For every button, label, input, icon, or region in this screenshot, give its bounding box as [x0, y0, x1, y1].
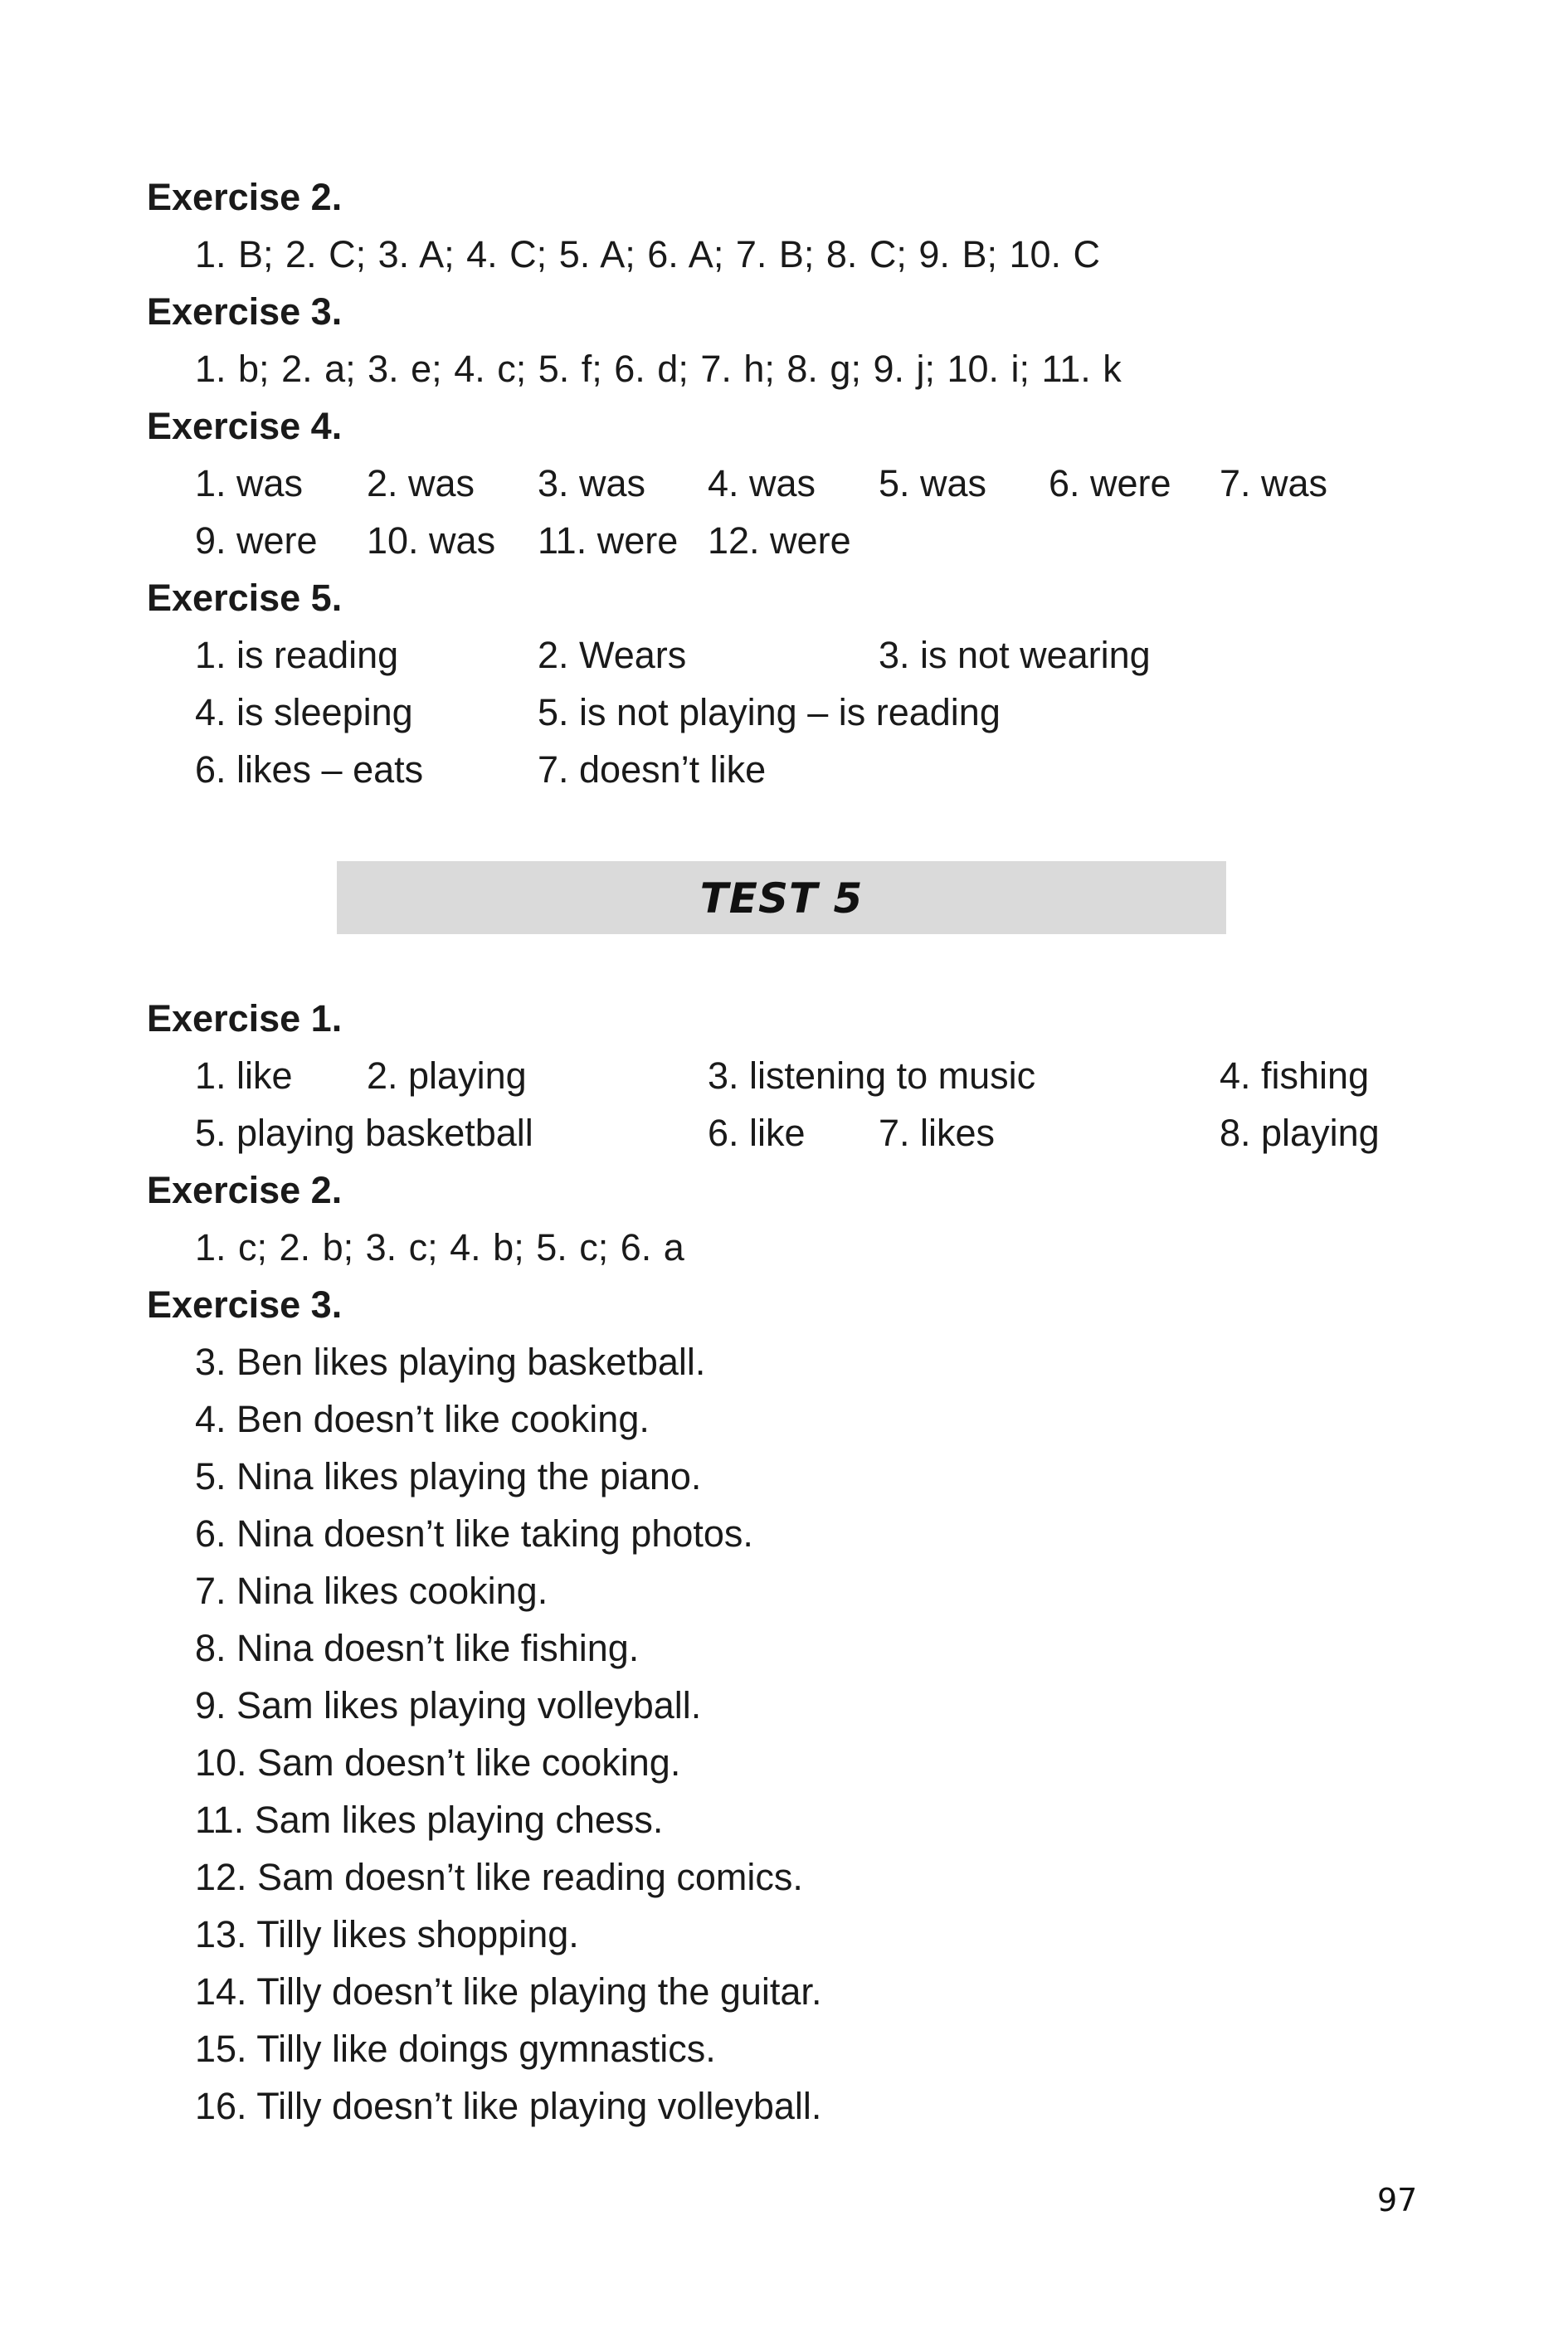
list-item: 10. Sam doesn’t like cooking. — [195, 1741, 681, 1784]
list-item: 15. Tilly like doings gymnastics. — [195, 2028, 716, 2070]
test5-exercise-3-heading: Exercise 3. — [147, 1283, 343, 1326]
answer-cell: 11. were — [538, 519, 679, 562]
list-item: 14. Tilly doesn’t like playing the guitar. — [195, 1970, 822, 2013]
page-number: 97 — [1377, 2182, 1418, 2218]
answer-cell: 4. is sleeping — [195, 691, 413, 733]
answer-cell: 7. likes — [879, 1112, 996, 1154]
exercise-4-heading: Exercise 4. — [147, 405, 343, 447]
test5-exercise-2-answers: 1. c; 2. b; 3. c; 4. b; 5. c; 6. a — [195, 1226, 684, 1269]
answer-cell: 3. is not wearing — [879, 634, 1151, 676]
answer-cell: 7. was — [1220, 462, 1328, 504]
exercise-3-heading: Exercise 3. — [147, 290, 343, 333]
answer-cell: 6. were — [1049, 462, 1171, 504]
answer-cell: 6. likes – eats — [195, 748, 424, 791]
answer-cell: 10. was — [367, 519, 496, 562]
list-item: 7. Nina likes cooking. — [195, 1570, 548, 1612]
exercise-5-heading: Exercise 5. — [147, 577, 343, 619]
answer-cell: 7. doesn’t like — [538, 748, 767, 791]
list-item: 9. Sam likes playing volleyball. — [195, 1684, 702, 1726]
answer-cell: 3. listening to music — [708, 1054, 1036, 1097]
answer-cell: 5. was — [879, 462, 987, 504]
answer-cell: 4. was — [708, 462, 816, 504]
test-banner — [337, 861, 1226, 934]
test-title: TEST 5 — [699, 874, 864, 923]
answer-cell: 5. playing basketball — [195, 1112, 533, 1154]
answer-cell: 8. playing — [1220, 1112, 1380, 1154]
answer-cell: 3. was — [538, 462, 646, 504]
answer-cell: 9. were — [195, 519, 318, 562]
list-item: 11. Sam likes playing chess. — [195, 1799, 664, 1841]
list-item: 5. Nina likes playing the piano. — [195, 1455, 702, 1497]
answer-cell: 1. is reading — [195, 634, 399, 676]
list-item: 16. Tilly doesn’t like playing volleyball. — [195, 2085, 822, 2127]
answer-cell: 2. Wears — [538, 634, 687, 676]
list-item: 8. Nina doesn’t like fishing. — [195, 1627, 640, 1669]
list-item: 4. Ben doesn’t like cooking. — [195, 1398, 650, 1440]
answer-cell: 2. playing — [367, 1054, 527, 1097]
answer-cell: 1. was — [195, 462, 304, 504]
exercise-2-answers: 1. B; 2. C; 3. A; 4. C; 5. A; 6. A; 7. B; 8. C; 9. B; 10. C — [195, 233, 1101, 275]
list-item: 13. Tilly likes shopping. — [195, 1913, 579, 1955]
test5-exercise-1-heading: Exercise 1. — [147, 997, 343, 1040]
answer-cell: 2. was — [367, 462, 475, 504]
list-item: 12. Sam doesn’t like reading comics. — [195, 1856, 803, 1898]
answer-cell: 5. is not playing – is reading — [538, 691, 1001, 733]
exercise-2-heading: Exercise 2. — [147, 176, 343, 218]
list-item: 6. Nina doesn’t like taking photos. — [195, 1512, 753, 1555]
answer-cell: 4. fishing — [1220, 1054, 1370, 1097]
list-item: 3. Ben likes playing basketball. — [195, 1341, 706, 1383]
answer-cell: 12. were — [708, 519, 851, 562]
exercise-3-answers: 1. b; 2. a; 3. e; 4. c; 5. f; 6. d; 7. h; 8. g; 9. j; 10. i; 11. k — [195, 348, 1122, 390]
test5-exercise-2-heading: Exercise 2. — [147, 1169, 343, 1211]
answer-cell: 6. like — [708, 1112, 806, 1154]
answer-cell: 1. like — [195, 1054, 293, 1097]
